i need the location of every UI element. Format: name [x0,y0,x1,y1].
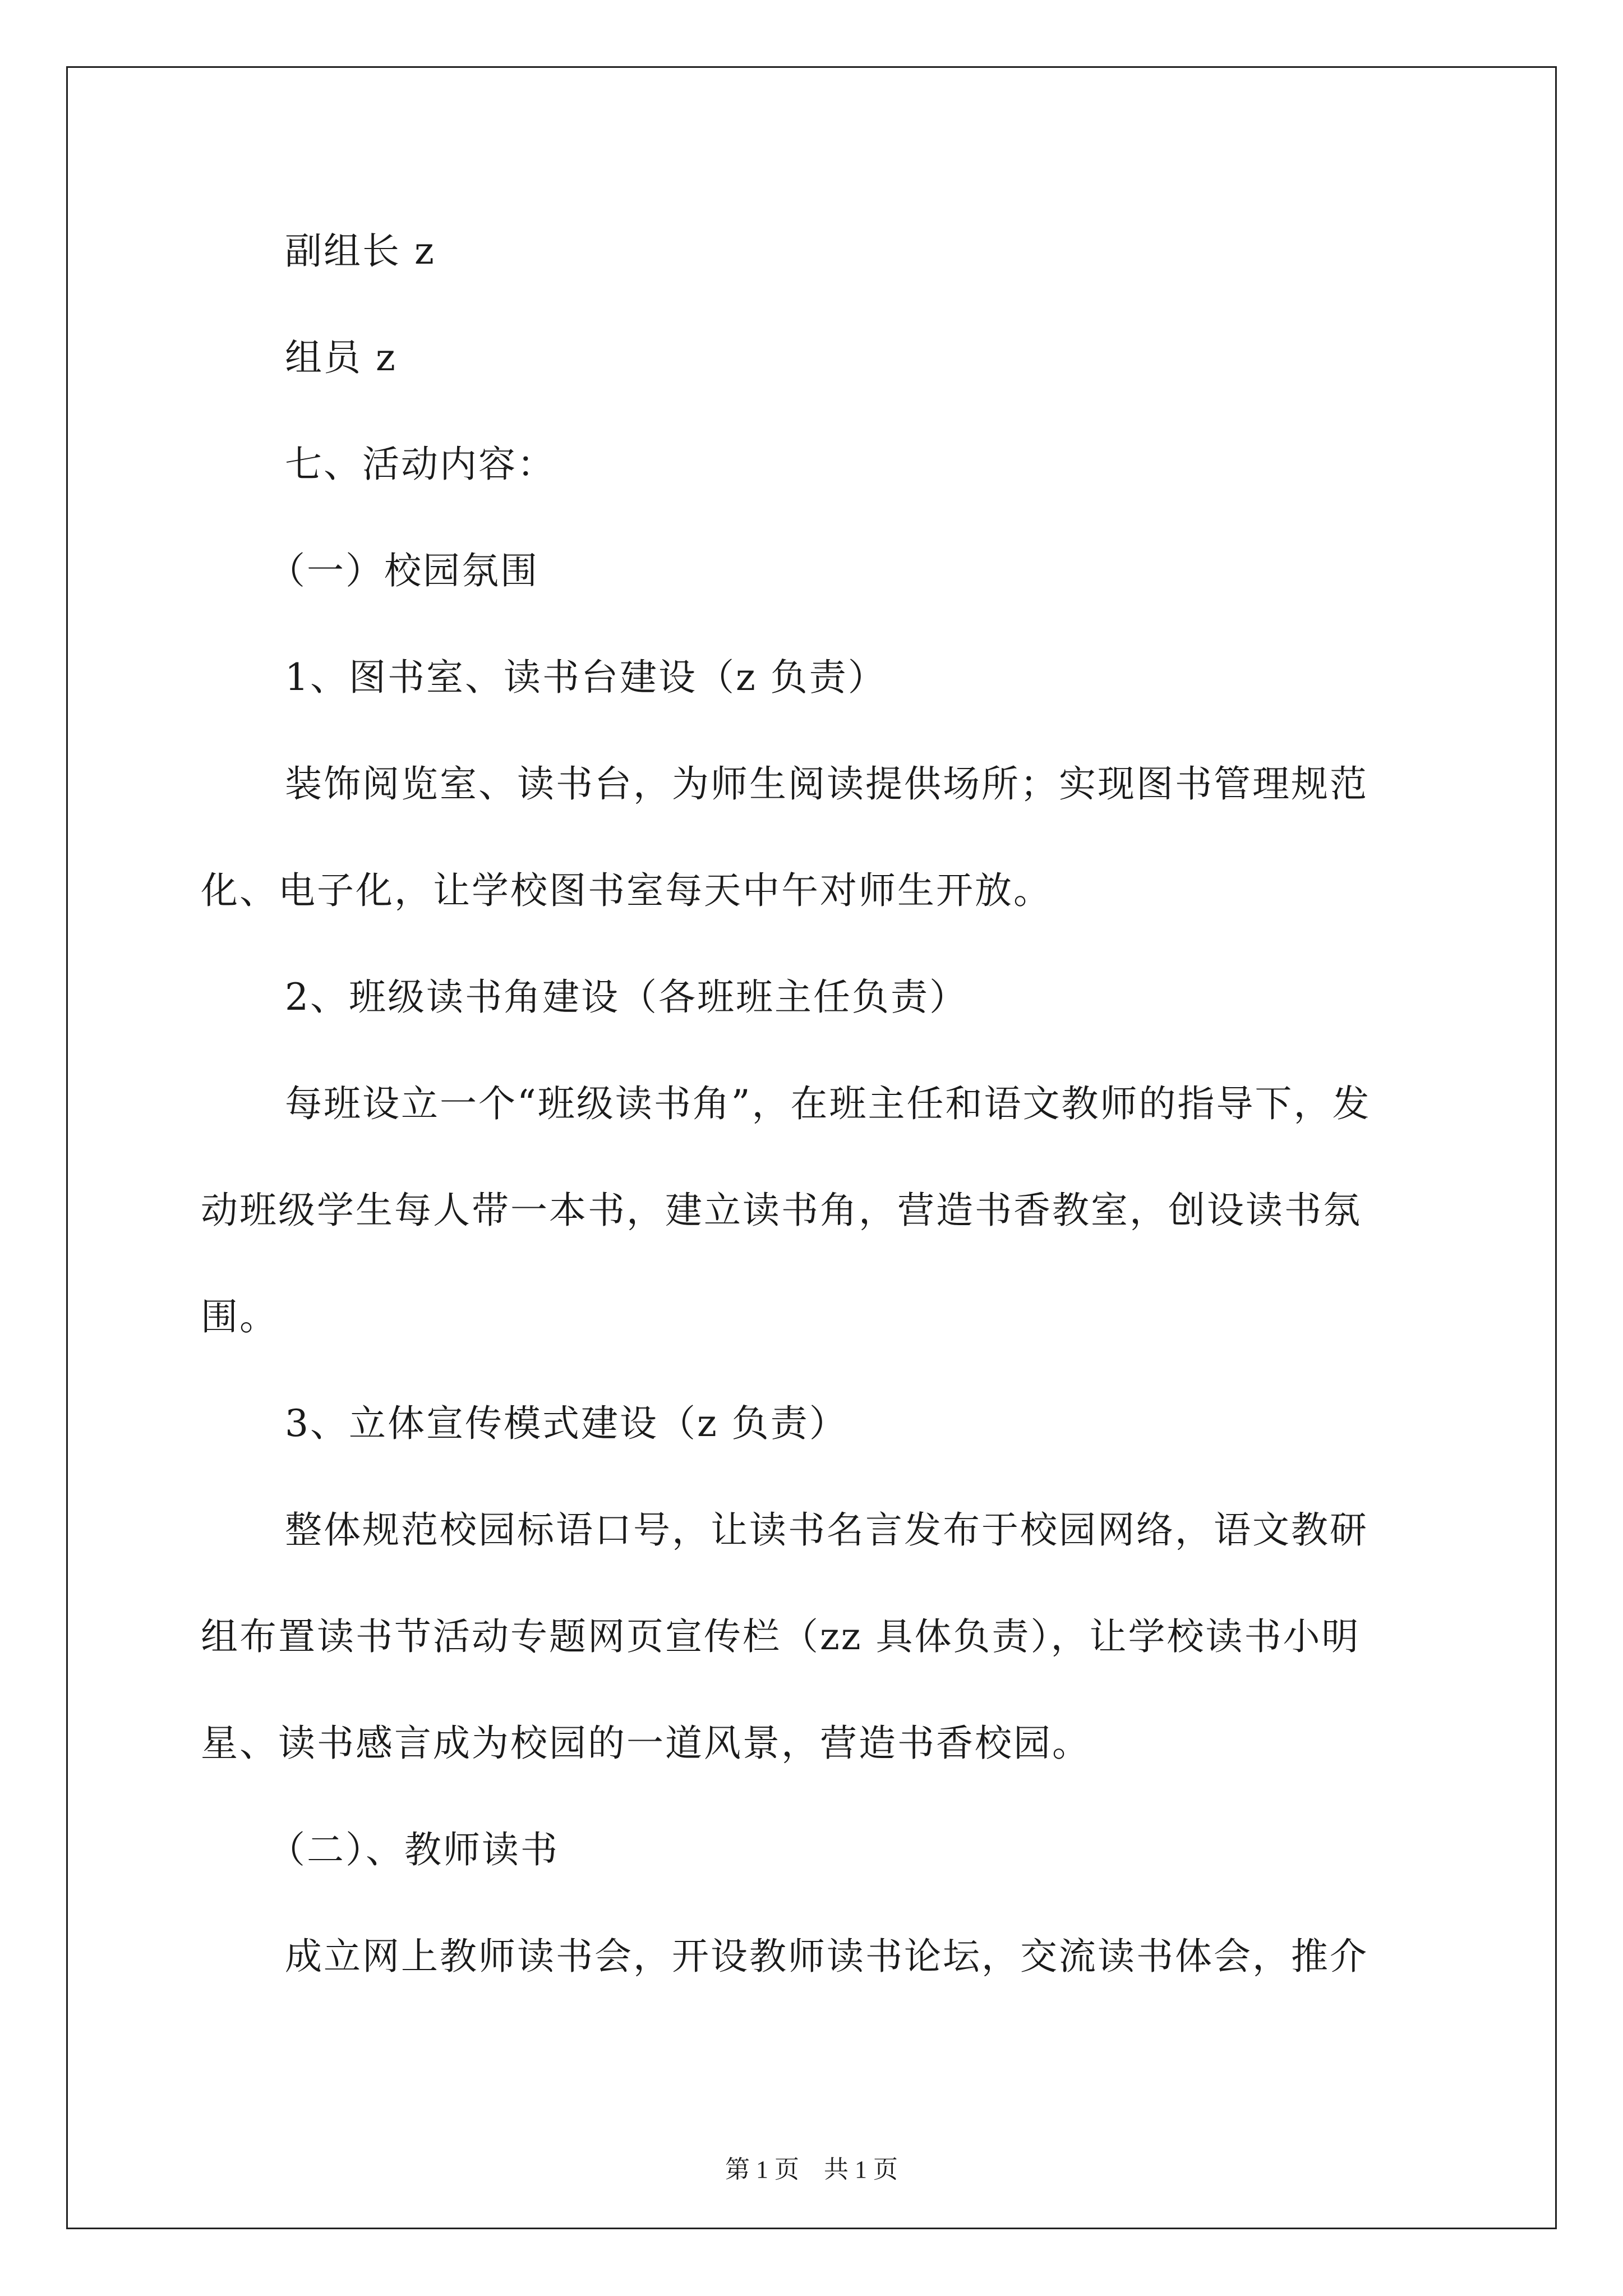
text-line: 副组长 z [285,229,436,273]
text-line: 整体规范校园标语口号，让读书名言发布于校园网络，语文教研 [285,1508,1368,1552]
subsection-heading: （二）、教师读书 [268,1828,559,1871]
text-line: 成立网上教师读书会，开设教师读书论坛，交流读书体会，推介 [285,1935,1368,1978]
text-line: 组员 z [285,336,397,379]
text-line: 组布置读书节活动专题网页宣传栏（zz 具体负责），让学校读书小明 [201,1615,1361,1658]
text-line: 动班级学生每人带一本书，建立读书角，营造书香教室，创设读书氛 [201,1189,1362,1232]
page-footer: 第 1 页 共 1 页 [725,2156,898,2183]
item-heading: 3、立体宣传模式建设（z 负责） [285,1402,848,1445]
subsection-heading: （一）校园氛围 [268,549,539,592]
text-line: 化、电子化，让学校图书室每天中午对师生开放。 [201,869,1052,912]
item-heading: 2、班级读书角建设（各班班主任负责） [285,976,968,1019]
text-line: 每班设立一个“班级读书角”，在班主任和语文教师的指导下，发 [285,1082,1371,1125]
item-heading: 1、图书室、读书台建设（z 负责） [285,656,887,699]
text-line: 装饰阅览室、读书台，为师生阅读提供场所；实现图书管理规范 [285,762,1368,806]
text-line: 星、读书感言成为校园的一道风景，营造书香校园。 [201,1722,1091,1765]
section-heading: 七、活动内容： [285,443,556,486]
text-line: 围。 [201,1295,278,1338]
page-border [66,66,1557,2229]
